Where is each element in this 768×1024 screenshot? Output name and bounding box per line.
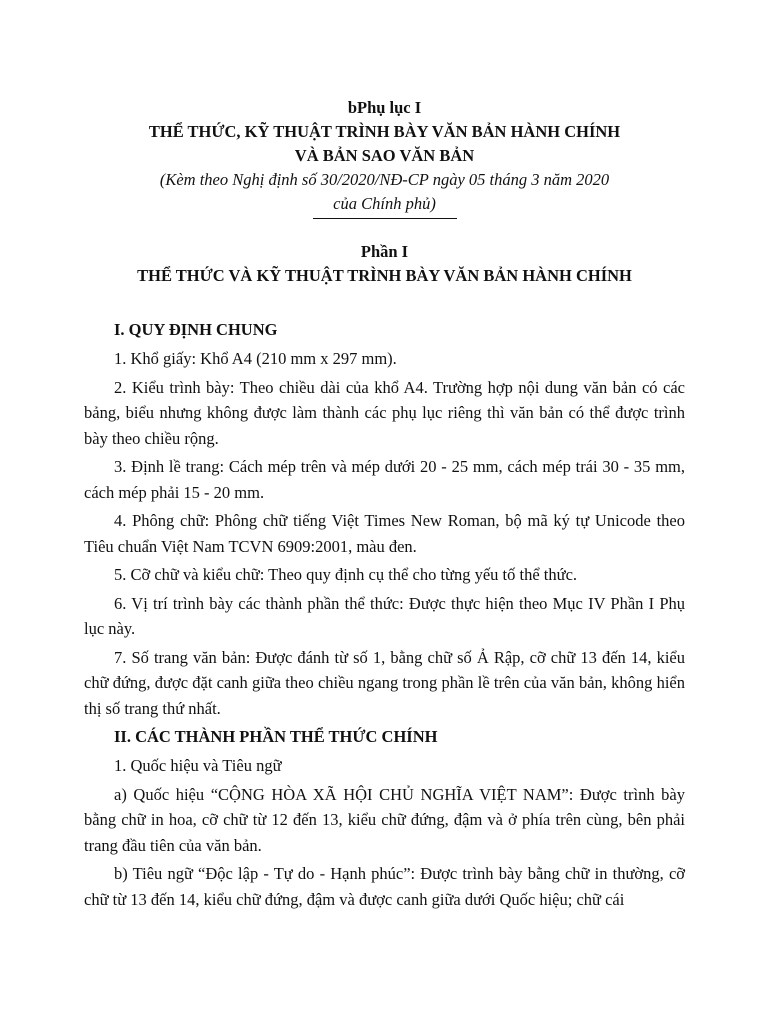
document-title-line-2: VÀ BẢN SAO VĂN BẢN	[294, 146, 475, 165]
part-label: Phần I	[360, 242, 409, 261]
section-1-item-1: 1. Khổ giấy: Khổ A4 (210 mm x 297 mm).	[114, 349, 397, 368]
section-1-item-4: 4. Phông chữ: Phông chữ tiếng Việt Times New Roman, bộ mã ký tự Unicode theo Tiêu chuẩn Việt Nam TCVN 6909:2001, màu đen.	[84, 511, 685, 556]
section-2-item-3: b) Tiêu ngữ “Độc lập - Tự do - Hạnh phúc”: Được trình bày bằng chữ in thường, cỡ chữ từ 13 đến 14, kiểu chữ đứng, đậm và được canh giữa dưới Quốc hiệu; chữ cái	[84, 864, 685, 909]
section-2-item-1: 1. Quốc hiệu và Tiêu ngữ	[114, 756, 282, 775]
section-2-item-2: a) Quốc hiệu “CỘNG HÒA XÃ HỘI CHỦ NGHĨA VIỆT NAM”: Được trình bày bằng chữ in hoa, cỡ chữ từ 12 đến 13, kiểu chữ đứng, đậm và ở phía trên cùng, bên phải trang đầu tiên của văn bản.	[84, 784, 685, 855]
title-divider	[313, 218, 457, 219]
section-2-heading: II. CÁC THÀNH PHẦN THỂ THỨC CHÍNH	[114, 727, 438, 746]
section-1-item-3: 3. Định lề trang: Cách mép trên và mép dưới 20 - 25 mm, cách mép trái 30 - 35 mm, cách mép phải 15 - 20 mm.	[84, 457, 685, 502]
section-1-item-2: 2. Kiểu trình bày: Theo chiều dài của khổ A4. Trường hợp nội dung văn bản có các bảng, biểu nhưng không được làm thành các phụ lục riêng thì văn bản có thể được trình bày theo chiều rộng.	[84, 377, 685, 448]
document-subtitle-line-1: (Kèm theo Nghị định số 30/2020/NĐ-CP ngày 05 tháng 3 năm 2020	[159, 170, 610, 189]
part-title: THỂ THỨC VÀ KỸ THUẬT TRÌNH BÀY VĂN BẢN HÀNH CHÍNH	[137, 266, 632, 285]
document-subtitle-line-2: của Chính phủ)	[333, 194, 436, 213]
document-page	[84, 0, 685, 912]
document-title-line-1: THỂ THỨC, KỸ THUẬT TRÌNH BÀY VĂN BẢN HÀNH CHÍNH	[148, 122, 621, 141]
section-1-heading: I. QUY ĐỊNH CHUNG	[114, 320, 278, 339]
section-1-item-6: 6. Vị trí trình bày các thành phần thể thức: Được thực hiện theo Mục IV Phần I Phụ lục này.	[84, 593, 685, 638]
appendix-label: bPhụ lục I	[347, 98, 422, 117]
section-1-item-5: 5. Cỡ chữ và kiểu chữ: Theo quy định cụ thể cho từng yếu tố thể thức.	[114, 565, 578, 584]
section-1-item-7: 7. Số trang văn bản: Được đánh từ số 1, bằng chữ số Ả Rập, cỡ chữ 13 đến 14, kiểu chữ đứng, được đặt canh giữa theo chiều ngang trong phần lề trên của văn bản, không hiển thị số trang thứ nhất.	[84, 647, 685, 718]
